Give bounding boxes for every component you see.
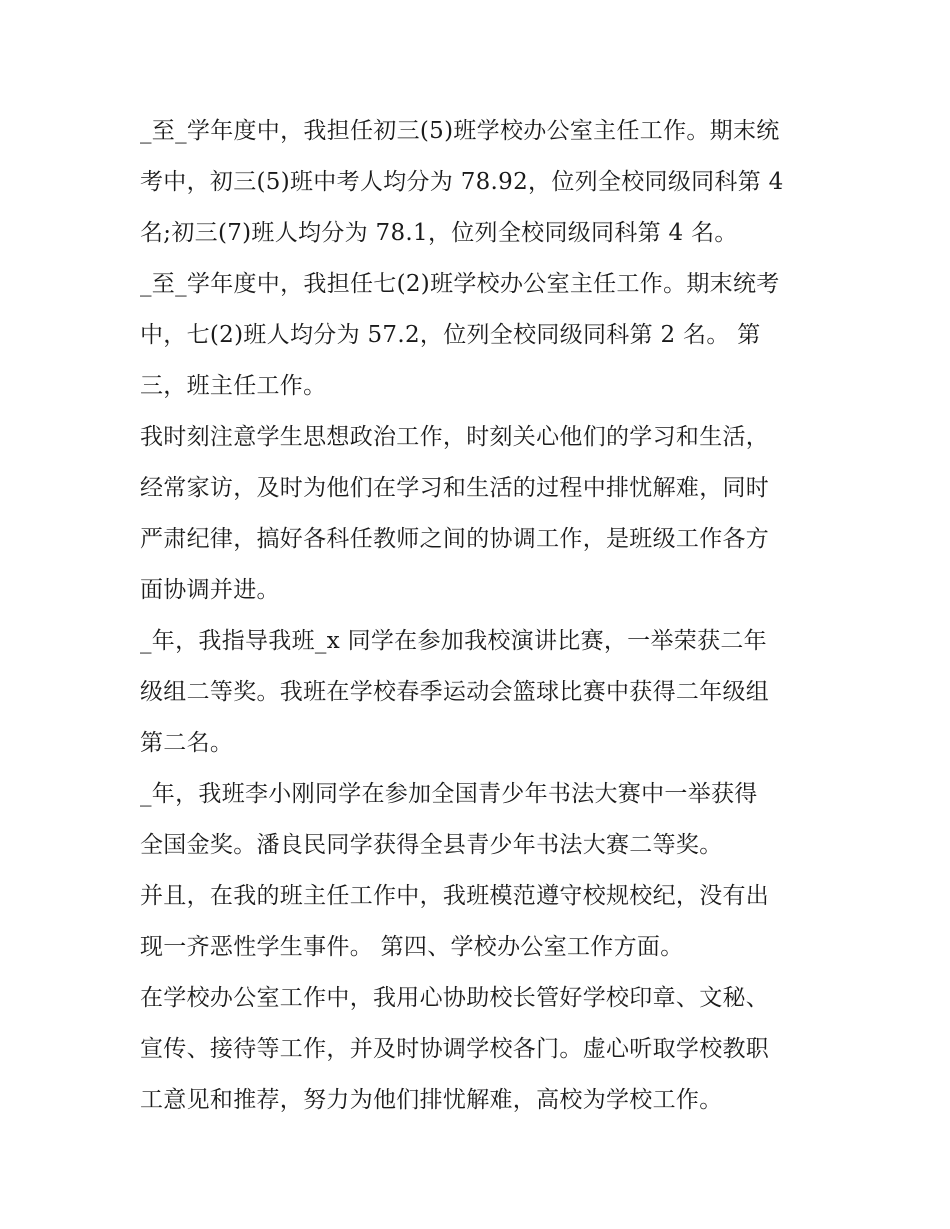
text-line: 现一齐恶性学生事件。 第四、学校办公室工作方面。 (140, 934, 684, 960)
text-line: 宣传、接待等工作，并及时协调学校各门。虚心听取学校教职 (140, 1036, 770, 1062)
text-line: 考中，初三(5)班中考人均分为 78.92，位列全校同级同科第 4 (140, 169, 784, 195)
text-line: _年，我班李小刚同学在参加全国青少年书法大赛中一举获得 (140, 781, 758, 807)
text-line: 第二名。 (140, 730, 234, 756)
text-line: 经常家访，及时为他们在学习和生活的过程中排忧解难，同时 (140, 475, 770, 501)
text-line: 名;初三(7)班人均分为 78.1，位列全校同级同科第 4 名。 (140, 220, 738, 246)
text-line: 并且，在我的班主任工作中，我班模范遵守校规校纪，没有出 (140, 883, 770, 909)
text-line: _至_学年度中，我担任初三(5)班学校办公室主任工作。期末统 (140, 118, 780, 144)
text-line: 工意见和推荐，努力为他们排忧解难，高校为学校工作。 (140, 1087, 723, 1113)
text-line: 严肃纪律，搞好各科任教师之间的协调工作，是班级工作各方 (140, 526, 770, 552)
text-line: _年，我指导我班_x 同学在参加我校演讲比赛，一举荣获二年 (140, 628, 767, 654)
text-line: _至_学年度中，我担任七(2)班学校办公室主任工作。期末统考 (140, 271, 780, 297)
text-line: 中，七(2)班人均分为 57.2，位列全校同级同科第 2 名。 第 (140, 322, 761, 348)
document-body (140, 106, 820, 1126)
text-line: 面协调并进。 (140, 577, 280, 603)
text-line: 级组二等奖。我班在学校春季运动会篮球比赛中获得二年级组 (140, 679, 770, 705)
text-line: 在学校办公室工作中，我用心协助校长管好学校印章、文秘、 (140, 985, 770, 1011)
text-line: 全国金奖。潘良民同学获得全县青少年书法大赛二等奖。 (140, 832, 723, 858)
text-line: 三，班主任工作。 (140, 373, 327, 399)
text-line: 我时刻注意学生思想政治工作，时刻关心他们的学习和生活， (140, 424, 770, 450)
